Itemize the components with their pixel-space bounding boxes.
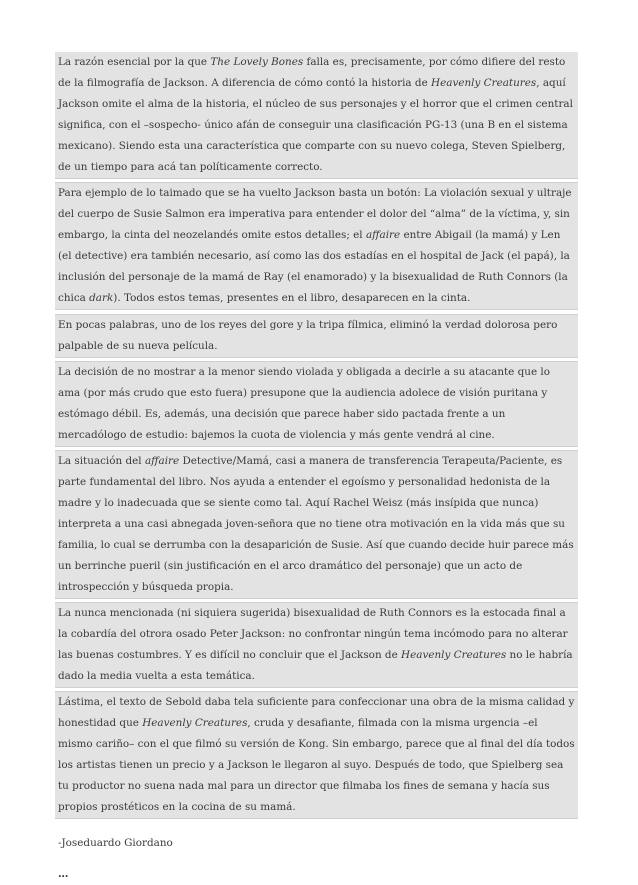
paragraph [55, 691, 578, 819]
paragraph-text: entre Abigail (la mamá) y Len (el detective) era también necesario, así como las dos estadías en el hospital de Jack (el papá), la inclusión del personaje de la mamá de Ray (el enamorado) y la bisexualidad de Ruth Connors (la chica [58, 229, 570, 304]
italic-text: dark [89, 292, 114, 304]
italic-text: affaire [144, 455, 180, 467]
paragraph-text: , aquí Jackson omite el alma de la historia, el núcleo de sus personajes y el horror que el crimen central significa, con el –sospecho- único afán de conseguir una clasificación PG-13 (una B en el sistema mexicano). Siendo esta una característica que comparte con su nuevo colega, Steven Spielberg, de un tiempo para acá tan políticamente correcto. [58, 77, 573, 173]
paragraph-text: La razón esencial por la que [58, 56, 211, 68]
italic-text: affaire [365, 229, 401, 241]
paragraph [55, 361, 578, 447]
paragraph [55, 182, 578, 310]
continuation-ellipsis: … [58, 868, 69, 880]
paragraph-text: Para ejemplo de lo taimado que se ha vuelto Jackson basta un botón: La violación sexual y ultraje del cuerpo de Susie Salmon era imperativa para entender el dolor del “alma” de la víctima, y, sin embargo, la cinta del neozelandés omite estos detalles; el [58, 187, 572, 241]
paragraph-text: En pocas palabras, uno de los reyes del gore y la tripa fílmica, eliminó la verdad dolorosa pero palpable de su nueva película. [58, 319, 558, 352]
paragraph-text: ). Todos estos temas, presentes en el libro, desaparecen en la cinta. [113, 292, 471, 304]
italic-text: Heavenly Creatures [401, 649, 507, 661]
italic-text: The Lovely Bones [210, 56, 304, 68]
paragraph [55, 52, 578, 179]
paragraph [55, 450, 578, 599]
author-signature: -Joseduardo Giordano [58, 837, 173, 849]
article-body [55, 52, 578, 885]
paragraph-text: Detective/Mamá, casi a manera de transferencia Terapeuta/Paciente, es parte fundamental del libro. Nos ayuda a entender el egoísmo y personalidad hedonista de la madre y lo inadecuada que se siente como tal. Aquí Rachel Weisz (más insípida que nunca) interpreta a una casi abnegada joven-señora que no tiene otra motivación en la vida más que su familia, lo cual se derrumba con la desaparición de Susie. Así que cuando decide huir parece más un berrinche pueril (sin justificación en el arco dramático del personaje) que un acto de introspección y búsqueda propia. [58, 455, 574, 593]
paragraph-text: falla es, precisamente, por cómo difiere del resto de la filmografía de Jackson. A diferencia de cómo contó la historia de [58, 56, 566, 89]
italic-text: Heavenly Creatures [431, 77, 537, 89]
paragraph-text: no le habría dado la media vuelta a esta temática. [58, 649, 573, 682]
italic-text: Heavenly Creatures [142, 717, 248, 729]
paragraph-text: , cruda y desafiante, filmada con la misma urgencia –el mismo cariño– con el que filmó su versión de Kong. Sin embargo, parece que al final del día todos los artistas tienen un precio y a Jackson le llegaron al suyo. Después de todo, que Spielberg sea tu productor no suena nada mal para un director que filmaba los fines de semana y hacía sus propios prostéticos en la cocina de su mamá. [58, 717, 575, 813]
paragraph-text: La decisión de no mostrar a la menor siendo violada y obligada a decirle a su atacante que lo ama (por más crudo que esto fuera) presupone que la audiencia adolece de visión puritana y estómago débil. Es, además, una decisión que parece haber sido pactada frente a un mercadólogo de estudio: bajemos la cuota de violencia y más gente vendrá al cine. [58, 366, 551, 441]
paragraph [55, 314, 578, 358]
paragraph [55, 602, 578, 688]
paragraph-text: La situación del [58, 455, 145, 467]
paragraph-text: La nunca mencionada (ni siquiera sugerida) bisexualidad de Ruth Connors es la estocada final a la cobardía del otrora osado Peter Jackson: no confrontar ningún tema incómodo para no alterar las buenas costumbres. Y es difícil no concluir que el Jackson de [58, 607, 568, 661]
paragraph-text: Lástima, el texto de Sebold daba tela suficiente para confeccionar una obra de la misma calidad y honestidad que [58, 696, 575, 729]
